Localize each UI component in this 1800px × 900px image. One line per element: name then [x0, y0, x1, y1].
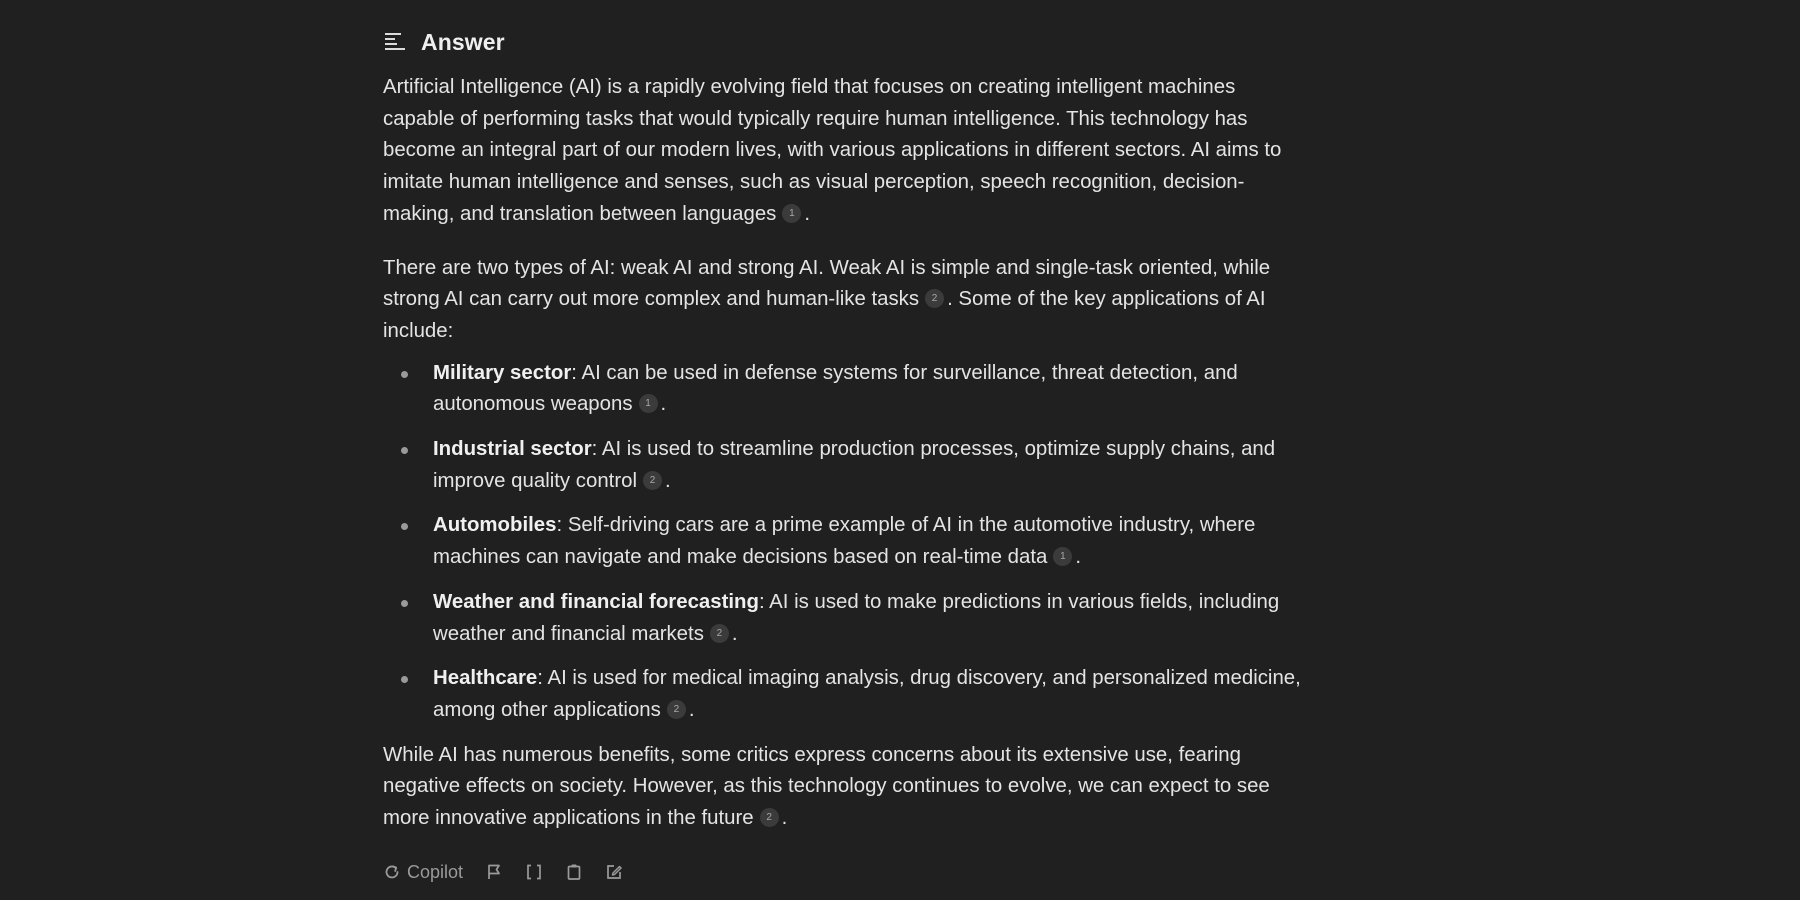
list-item	[383, 358, 1303, 421]
list-item-text: : AI is used for medical imaging analysis, drug discovery, and personalized medicine, among other applications	[433, 667, 1301, 721]
rewrite-icon	[383, 863, 401, 881]
list-item	[383, 510, 1303, 573]
citation-badge[interactable]: 2	[667, 700, 686, 719]
list-item-title: Weather and financial forecasting	[433, 590, 759, 613]
bracket-icon	[525, 863, 543, 881]
flag-icon	[485, 863, 503, 881]
list-item	[383, 663, 1303, 726]
answer-title: Answer	[421, 28, 505, 55]
list-item-end: .	[665, 469, 671, 492]
edit-icon	[605, 863, 623, 881]
copilot-button[interactable]	[383, 862, 463, 883]
citation-badge[interactable]: 2	[710, 624, 729, 643]
paragraph-intro	[383, 72, 1303, 231]
list-item	[383, 587, 1303, 650]
list-item-end: .	[731, 622, 738, 645]
list-item-text: : AI is used to streamline production processes, optimize supply chains, and improve quality control	[433, 438, 1276, 492]
clipboard-icon	[565, 863, 583, 881]
edit-button[interactable]	[605, 863, 623, 881]
bullet	[401, 447, 408, 454]
list-item-end: .	[660, 393, 667, 416]
citation-badge[interactable]: 2	[760, 808, 779, 827]
list-item	[383, 434, 1303, 497]
bullet	[401, 371, 408, 378]
copy-button[interactable]	[565, 863, 583, 881]
answer-panel	[383, 22, 1303, 835]
flag-button[interactable]	[485, 863, 503, 881]
bullet	[401, 676, 408, 683]
applications-list	[383, 358, 1303, 727]
list-item-title: Healthcare	[433, 667, 538, 690]
answer-lines-icon	[383, 30, 407, 54]
citation-badge[interactable]: 1	[639, 394, 658, 413]
paragraph-types	[383, 253, 1303, 348]
paragraph-text: . Some of the key applications of AI include:	[383, 288, 1266, 342]
bullet	[401, 600, 408, 607]
paragraph-conclusion	[383, 740, 1303, 835]
paragraph-end: .	[804, 202, 811, 225]
paragraph-text: There are two types of AI: weak AI and strong AI. Weak AI is simple and single-task oriented, while strong AI can carry out more complex and human-like tasks	[383, 256, 1271, 311]
citation-badge[interactable]: 1	[782, 204, 801, 223]
answer-header	[383, 22, 1303, 62]
citation-badge[interactable]: 2	[925, 289, 944, 308]
list-item-title: Industrial sector	[433, 438, 592, 461]
citation-badge[interactable]: 2	[643, 471, 662, 490]
bullet	[401, 523, 408, 530]
copilot-label: Copilot	[407, 861, 464, 882]
citation-badge[interactable]: 1	[1053, 547, 1072, 566]
list-item-title: Automobiles	[433, 514, 557, 537]
list-item-end: .	[688, 698, 695, 721]
list-item-title: Military sector	[433, 361, 572, 384]
list-item-end: .	[1075, 546, 1082, 569]
paragraph-text: Artificial Intelligence (AI) is a rapidly evolving field that focuses on creating intelligent machines capable of performing tasks that would typically require human intelligence. This technology has become an integral part of our modern lives, with various applications in different sectors. AI aims to imitate human intelligence and senses, such as visual perception, speech recognition, decision-making, and translation between languages	[383, 76, 1282, 225]
list-item-text: : AI can be used in defense systems for surveillance, threat detection, and autonomous weapons	[433, 361, 1238, 416]
list-item-text: : AI is used to make predictions in various fields, including weather and financial markets	[433, 590, 1280, 645]
paragraph-text: While AI has numerous benefits, some critics express concerns about its extensive use, fearing negative effects on society. However, as this technology continues to evolve, we can expect to see more innovative applications in the future	[383, 743, 1270, 830]
answer-toolbar	[383, 858, 645, 886]
paragraph-end: .	[781, 807, 788, 830]
list-item-text: : Self-driving cars are a prime example of AI in the automotive industry, where machines can navigate and make decisions based on real-time data	[433, 514, 1256, 569]
bracket-button[interactable]	[525, 863, 543, 881]
